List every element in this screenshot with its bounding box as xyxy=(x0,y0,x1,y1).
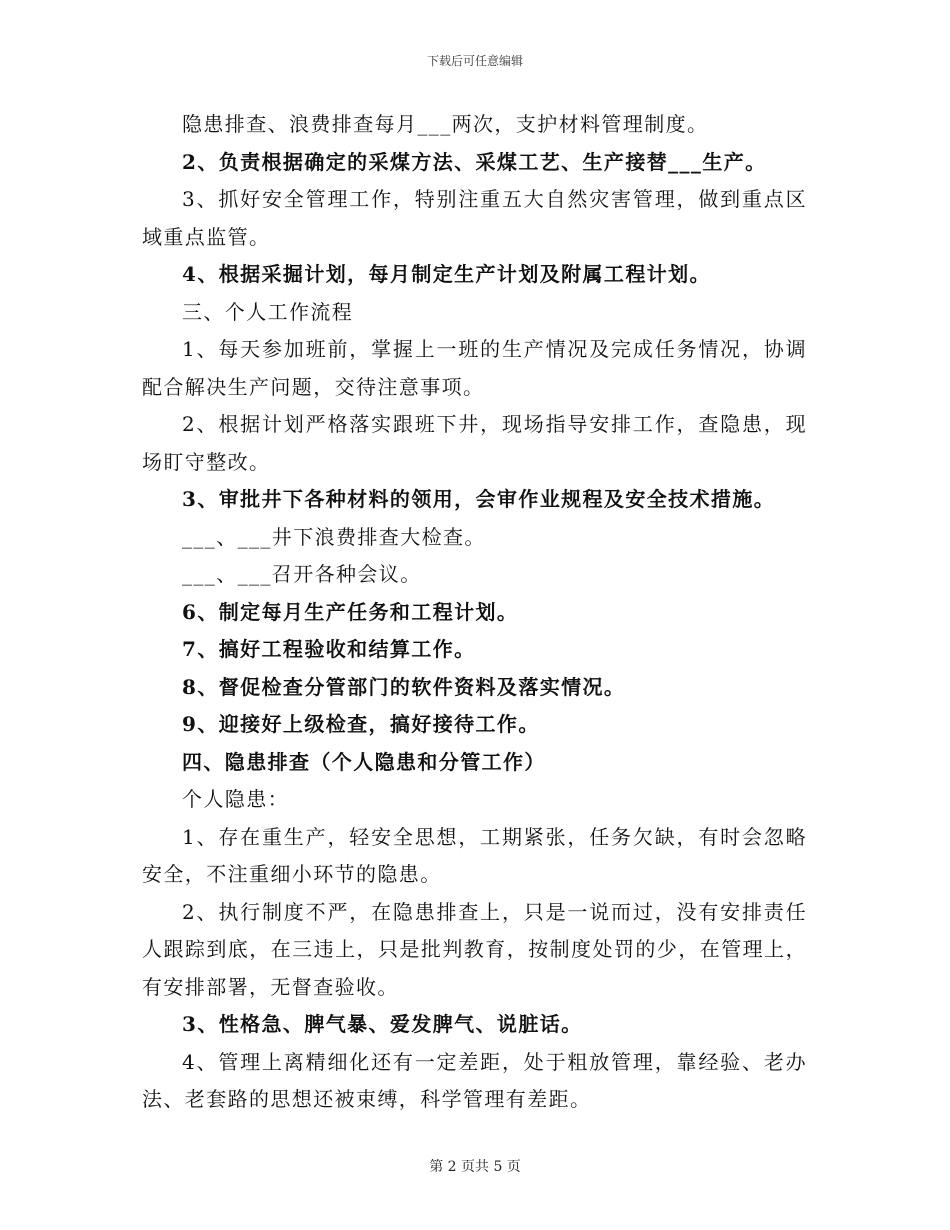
paragraph: 7、搞好工程验收和结算工作。 xyxy=(182,637,476,661)
paragraph: 2、负责根据确定的采煤方法、采煤工艺、生产接替___生产。 xyxy=(182,149,767,174)
paragraph: ___、___召开各种会议。 xyxy=(182,562,422,586)
paragraph: 3、抓好安全管理工作，特别注重五大自然灾害管理，做到重点区域重点监管。 xyxy=(142,187,807,249)
paragraph: 9、迎接好上级检查，搞好接待工作。 xyxy=(182,712,540,736)
section-heading: 四、隐患排查（个人隐患和分管工作） xyxy=(182,749,546,774)
paragraph: 隐患排查、浪费排查每月___两次，支护材料管理制度。 xyxy=(182,112,709,136)
document-body xyxy=(142,106,807,1119)
paragraph: 个人隐患： xyxy=(182,787,289,811)
paragraph: 2、根据计划严格落实跟班下井，现场指导安排工作，查隐患，现场盯守整改。 xyxy=(142,412,807,474)
paragraph: 6、制定每月生产任务和工程计划。 xyxy=(182,599,519,624)
paragraph: 4、根据采掘计划，每月制定生产计划及附属工程计划。 xyxy=(182,262,711,286)
paragraph: 8、督促检查分管部门的软件资料及落实情况。 xyxy=(182,674,626,699)
paragraph: 3、性格急、脾气暴、爱发脾气、说脏话。 xyxy=(182,1012,583,1036)
paragraph: 1、存在重生产，轻安全思想，工期紧张，任务欠缺，有时会忽略安全，不注重细小环节的隐患。 xyxy=(142,824,807,886)
page-footer: 第 2 页共 5 页 xyxy=(429,1159,521,1175)
paragraph: 4、管理上离精细化还有一定差距，处于粗放管理，靠经验、老办法、老套路的思想还被束缚，科学管理有差距。 xyxy=(142,1049,807,1111)
paragraph: 3、审批井下各种材料的领用，会审作业规程及安全技术措施。 xyxy=(182,487,776,511)
section-heading: 三、个人工作流程 xyxy=(182,299,354,324)
paragraph: ___、___井下浪费排查大检查。 xyxy=(182,524,486,549)
paragraph: 2、执行制度不严，在隐患排查上，只是一说而过，没有安排责任人跟踪到底，在三违上，只是批判教育，按制度处罚的少，在管理上，有安排部署，无督查验收。 xyxy=(142,899,807,999)
page-header: 下载后可任意编辑 xyxy=(426,54,523,68)
paragraph: 1、每天参加班前，掌握上一班的生产情况及完成任务情况，协调配合解决生产问题，交待注意事项。 xyxy=(142,337,807,399)
